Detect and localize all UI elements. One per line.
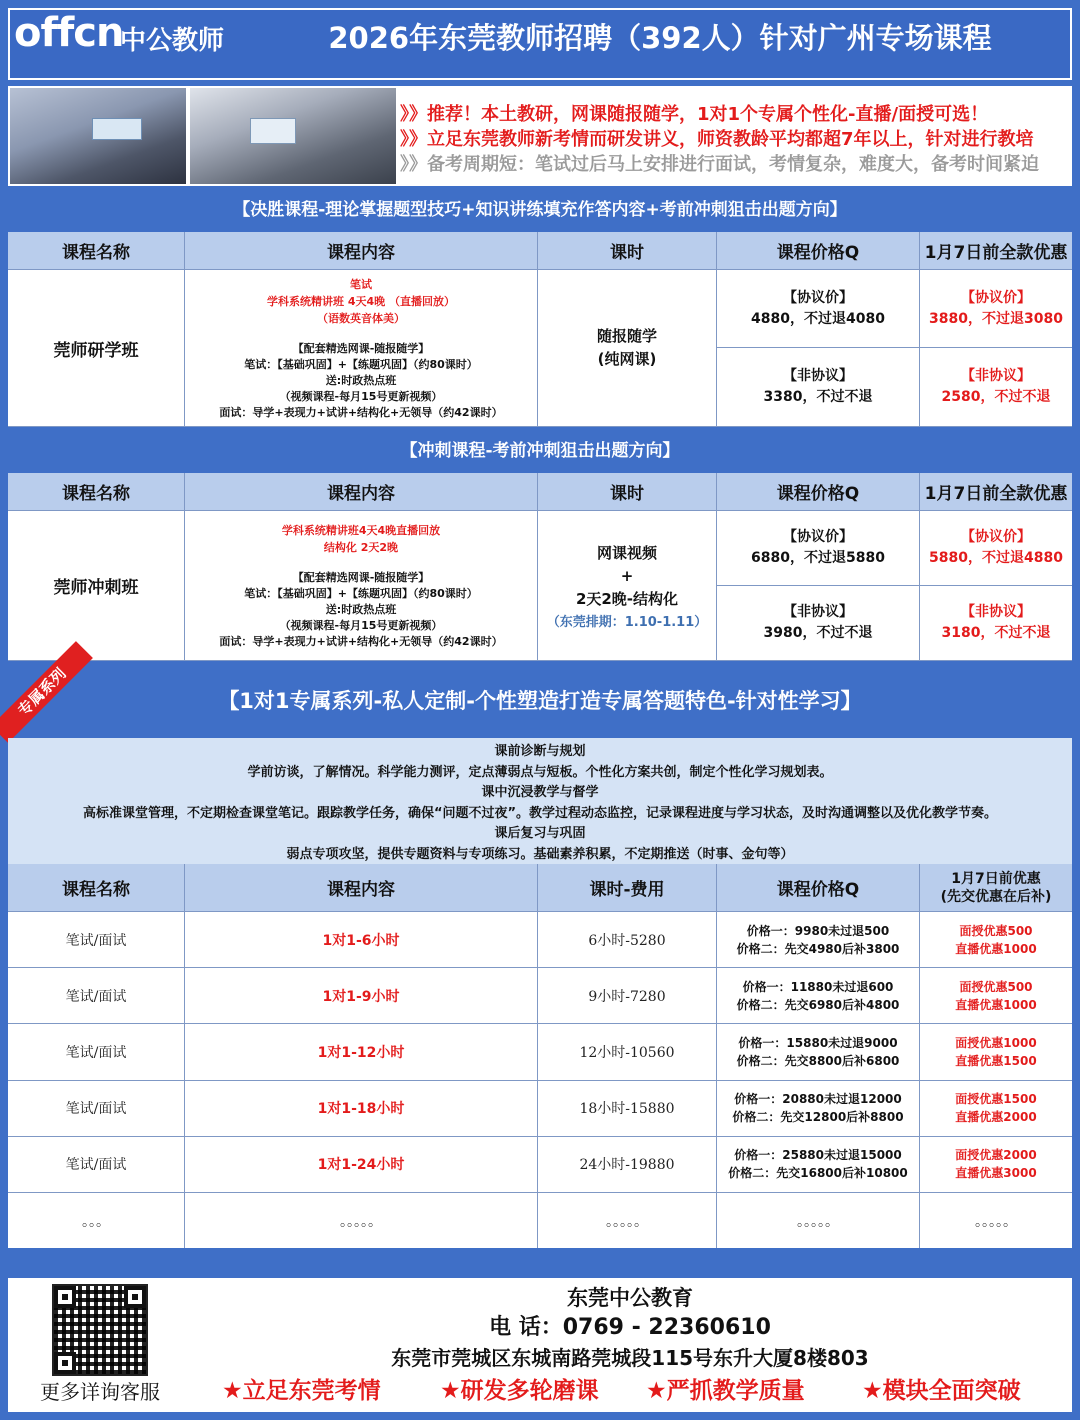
s3-header-content: 课程内容 <box>185 864 538 912</box>
s3-header-hours: 课时-费用 <box>538 864 717 912</box>
s1-price-agreement <box>717 270 920 348</box>
s2-header-price: 课程价格Q <box>717 473 920 511</box>
oto-price-2: 价格二：先交16800后补10800 <box>728 1166 908 1181</box>
s2-content-5: 面试：导学+表现力+试讲+结构化+无领导（约42课时） <box>219 634 503 648</box>
s2-price-a-value: 6880，不过退5880 <box>751 550 885 566</box>
oto-discount-2: 直播优惠1000 <box>955 941 1037 956</box>
s2-discount-nonagreement <box>920 586 1072 661</box>
s2-hours <box>538 511 717 661</box>
ellipsis-text: 。。。。。 <box>340 1213 382 1230</box>
s1-content-5: 面试：导学+表现力+试讲+结构化+无领导（约42课时） <box>219 405 503 419</box>
s2-content-2: 笔试：【基础巩固】+【练题巩固】（约80课时） <box>244 586 478 600</box>
s1-content-1: 【配套精选网课-随报随学】 <box>292 341 430 355</box>
diag-text-1: 学前访谈，了解情况。科学能力测评，定点薄弱点与短板。个性化方案共创，制定个性化学习规划表。 <box>247 764 833 780</box>
s2-course-content <box>185 511 538 661</box>
oto-row-hours <box>538 912 717 968</box>
s2-hours-2: + <box>620 566 634 585</box>
oto-discount-2: 直播优惠3000 <box>955 1166 1037 1181</box>
oto-type-text: 笔试/面试 <box>65 1101 127 1118</box>
s1-header-hours: 课时 <box>538 232 717 270</box>
oto-discount-1: 面授优惠500 <box>959 923 1033 938</box>
oto-row-hours <box>538 1081 717 1137</box>
s1-disc-b-label: 【非协议】 <box>961 368 1031 384</box>
diag-text-2: 高标准课堂管理，不定期检查课堂笔记。跟踪教学任务，确保“问题不过夜”。教学过程动态监控，记录课程进度与学习状态，及时沟通调整以及优化教学节奏。 <box>82 805 998 821</box>
s1-header-content: 课程内容 <box>185 232 538 270</box>
s3-header-name: 课程名称 <box>8 864 185 912</box>
section3-table <box>8 864 1072 1248</box>
oto-content-text: 1对1-9小时 <box>322 988 400 1005</box>
qr-finder-tr <box>124 1286 146 1308</box>
s1-hours-2: (纯网课) <box>597 350 657 368</box>
ellipsis-text: 。。。。。 <box>975 1213 1017 1230</box>
oto-ellipsis-cell <box>538 1193 717 1248</box>
s1-disc-b-value: 2580，不过不退 <box>941 389 1051 405</box>
oto-row-type <box>8 968 185 1024</box>
s2-disc-b-label: 【非协议】 <box>961 604 1031 620</box>
oto-row-type <box>8 1081 185 1137</box>
s1-price-a-label: 【协议价】 <box>783 289 853 306</box>
oto-row-price <box>717 1081 920 1137</box>
oto-discount-1: 面授优惠500 <box>959 979 1033 994</box>
oto-row-discount <box>920 1137 1072 1193</box>
s1-hours-1: 随报随学 <box>596 327 657 345</box>
phone-number: 电 话：0769 - 22360610 <box>489 1315 771 1340</box>
s2-header-content: 课程内容 <box>185 473 538 511</box>
s2-content-3: 送:时政热点班 <box>325 602 397 616</box>
offcn-logo: offcn <box>14 10 124 56</box>
org-name: 东莞中公教育 <box>567 1286 693 1310</box>
oto-discount-1: 面授优惠1500 <box>955 1092 1037 1107</box>
section2-table <box>8 473 1072 661</box>
s2-header-name: 课程名称 <box>8 473 185 511</box>
s2-hours-3: 2天2晚-结构化 <box>575 589 679 608</box>
s3-header-discount-1: 1月7日前优惠 <box>951 870 1041 887</box>
oto-row-content <box>185 968 538 1024</box>
s2-hours-1: 网课视频 <box>596 543 657 562</box>
section2-title: 【冲刺课程-考前冲刺狙击出题方向】 <box>400 441 680 461</box>
projector-screen-2 <box>250 118 296 144</box>
oto-discount-2: 直播优惠1000 <box>955 997 1037 1012</box>
intro-line-1: 》》推荐！本土教研，网课随报随学，1对1个专属个性化-直播/面授可选！ <box>400 104 989 125</box>
oto-price-1: 价格一：20880未过退12000 <box>734 1092 902 1107</box>
oto-row-price <box>717 1024 920 1080</box>
s2-content-1: 【配套精选网课-随报随学】 <box>292 570 430 584</box>
oto-type-text: 笔试/面试 <box>65 1044 127 1061</box>
s2-price-a-label: 【协议价】 <box>783 529 853 545</box>
s1-content-red-2: 学科系统精讲班 4天4晚 （直播回放） <box>267 294 455 308</box>
oto-row-discount <box>920 912 1072 968</box>
s1-content-2: 笔试：【基础巩固】+【练题巩固】（约80课时） <box>244 357 478 371</box>
oto-ellipsis-cell <box>717 1193 920 1248</box>
s1-header-discount: 1月7日前全款优惠 <box>920 232 1072 270</box>
oto-row-content <box>185 1024 538 1080</box>
service-description <box>8 738 1072 864</box>
oto-ellipsis-cell <box>185 1193 538 1248</box>
s1-disc-a-value: 3880，不过退3080 <box>929 310 1063 327</box>
s2-header-hours: 课时 <box>538 473 717 511</box>
s1-content-red-3: （语数英音体美） <box>317 311 405 325</box>
s2-header-discount: 1月7日前全款优惠 <box>920 473 1072 511</box>
s2-disc-b-value: 3180，不过不退 <box>941 625 1051 641</box>
s1-content-4: （视频课程-每月15号更新视频） <box>279 389 443 403</box>
oto-content-text: 1对1-12小时 <box>317 1044 405 1061</box>
oto-hours-text: 24小时-19880 <box>579 1157 675 1174</box>
s2-content-4: （视频课程-每月15号更新视频） <box>279 618 443 632</box>
slogan-3: ★严抓教学质量 <box>646 1378 805 1404</box>
ellipsis-text: 。。。。。 <box>797 1213 839 1230</box>
s2-discount-agreement <box>920 511 1072 586</box>
qr-caption: 更多详询客服 <box>40 1380 160 1404</box>
s2-content-red-2: 结构化 2天2晚 <box>323 540 399 554</box>
s1-price-b-value: 3380，不过不退 <box>763 389 873 405</box>
oto-price-1: 价格一：15880未过退9000 <box>738 1035 898 1050</box>
oto-row-type <box>8 1137 185 1193</box>
oto-price-2: 价格二：先交12800后补8800 <box>732 1110 904 1125</box>
section1-title: 【决胜课程-理论掌握题型技巧+知识讲练填充作答内容+考前冲刺狙击出题方向】 <box>233 200 847 220</box>
oto-price-1: 价格一：11880未过退600 <box>742 979 894 994</box>
oto-type-text: 笔试/面试 <box>65 988 127 1005</box>
s2-price-nonagreement <box>717 586 920 661</box>
oto-row-price <box>717 968 920 1024</box>
oto-price-1: 价格一：9980未过退500 <box>746 923 890 938</box>
s2-course-name: 莞师冲刺班 <box>8 511 185 661</box>
page-title: 2026年东莞教师招聘（392人）针对广州专场课程 <box>328 21 992 55</box>
slogan-2: ★研发多轮磨课 <box>440 1378 599 1404</box>
oto-row-hours <box>538 1137 717 1193</box>
s2-price-agreement <box>717 511 920 586</box>
s2-price-b-value: 3980，不过不退 <box>763 625 873 641</box>
oto-content-text: 1对1-6小时 <box>322 932 400 949</box>
qr-finder-bl <box>54 1352 76 1374</box>
s3-header-price: 课程价格Q <box>717 864 920 912</box>
s2-disc-a-value: 5880，不过退4880 <box>929 550 1063 566</box>
s1-price-nonagreement <box>717 348 920 427</box>
ellipsis-text: 。。。。。 <box>606 1213 648 1230</box>
s1-hours <box>538 270 717 427</box>
address: 东莞市莞城区东城南路莞城段115号东升大厦8楼803 <box>391 1346 869 1370</box>
s2-price-b-label: 【非协议】 <box>783 604 853 620</box>
s2-disc-a-label: 【协议价】 <box>961 529 1031 545</box>
oto-row-content <box>185 1081 538 1137</box>
oto-hours-text: 12小时-10560 <box>579 1044 675 1061</box>
projector-screen <box>92 118 142 140</box>
oto-row-price <box>717 1137 920 1193</box>
s1-discount-nonagreement <box>920 348 1072 427</box>
s1-price-b-label: 【非协议】 <box>783 368 853 384</box>
s2-hours-note: （东莞排期：1.10-1.11） <box>546 614 708 630</box>
diag-heading-2: 课中沉浸教学与督学 <box>481 785 599 800</box>
diag-heading-3: 课后复习与巩固 <box>494 826 586 841</box>
slogan-4: ★模块全面突破 <box>862 1378 1021 1404</box>
oto-discount-2: 直播优惠1500 <box>955 1053 1037 1068</box>
oto-discount-2: 直播优惠2000 <box>955 1110 1037 1125</box>
s1-content-3: 送:时政热点班 <box>325 373 397 387</box>
oto-row-hours <box>538 1024 717 1080</box>
oto-row-content <box>185 912 538 968</box>
s1-content-red-1: 笔试 <box>350 277 372 291</box>
intro-line-2: 》》立足东莞教师新考情而研发讲义，师资教龄平均都超7年以上，针对进行教培 <box>400 129 1034 150</box>
s1-header-name: 课程名称 <box>8 232 185 270</box>
slogan-1: ★立足东莞考情 <box>222 1378 381 1404</box>
s3-header-discount-2: (先交优惠在后补) <box>940 888 1052 905</box>
oto-row-discount <box>920 1024 1072 1080</box>
diag-text-3: 弱点专项攻坚，提供专题资料与专项练习。基础素养积累，不定期推送（时事、金句等） <box>286 846 794 862</box>
s1-price-a-value: 4880，不过退4080 <box>751 310 885 327</box>
section1-table <box>8 232 1072 427</box>
oto-row-discount <box>920 968 1072 1024</box>
qr-finder-tl <box>54 1286 76 1308</box>
oto-hours-text: 6小时-5280 <box>588 932 666 949</box>
intro-line-3: 》》备考周期短：笔试过后马上安排进行面试，考情复杂，难度大，备考时间紧迫 <box>400 154 1039 175</box>
s1-header-price: 课程价格Q <box>717 232 920 270</box>
oto-discount-1: 面授优惠1000 <box>955 1035 1037 1050</box>
exclusive-ribbon: 专属系列 <box>0 641 93 743</box>
oto-row-price <box>717 912 920 968</box>
oto-type-text: 笔试/面试 <box>65 1157 127 1174</box>
oto-type-text: 笔试/面试 <box>65 932 127 949</box>
oto-price-1: 价格一：25880未过退15000 <box>734 1148 902 1163</box>
oto-row-hours <box>538 968 717 1024</box>
s1-disc-a-label: 【协议价】 <box>961 289 1031 306</box>
oto-row-content <box>185 1137 538 1193</box>
oto-hours-text: 9小时-7280 <box>588 988 666 1005</box>
s1-course-name: 莞师研学班 <box>8 270 185 427</box>
oto-discount-1: 面授优惠2000 <box>955 1148 1037 1163</box>
oto-price-2: 价格二：先交4980后补3800 <box>736 941 900 956</box>
section3-title: 【1对1专属系列-私人定制-个性塑造打造专属答题特色-针对性学习】 <box>218 689 862 713</box>
oto-price-2: 价格二：先交8800后补6800 <box>736 1053 900 1068</box>
oto-hours-text: 18小时-15880 <box>579 1101 675 1118</box>
s2-content-red-1: 学科系统精讲班4天4晚直播回放 <box>281 523 441 537</box>
oto-price-2: 价格二：先交6980后补4800 <box>736 997 900 1012</box>
diag-heading-1: 课前诊断与规划 <box>494 744 586 759</box>
ellipsis-text: 。。。 <box>82 1213 110 1230</box>
logo-chinese: 中公教师 <box>120 26 225 56</box>
oto-row-type <box>8 1024 185 1080</box>
oto-ellipsis-cell <box>8 1193 185 1248</box>
oto-content-text: 1对1-18小时 <box>317 1101 405 1118</box>
s1-discount-agreement <box>920 270 1072 348</box>
s3-header-discount <box>920 864 1072 912</box>
oto-row-type <box>8 912 185 968</box>
s1-course-content <box>185 270 538 427</box>
oto-ellipsis-cell <box>920 1193 1072 1248</box>
oto-row-discount <box>920 1081 1072 1137</box>
oto-content-text: 1对1-24小时 <box>317 1157 405 1174</box>
